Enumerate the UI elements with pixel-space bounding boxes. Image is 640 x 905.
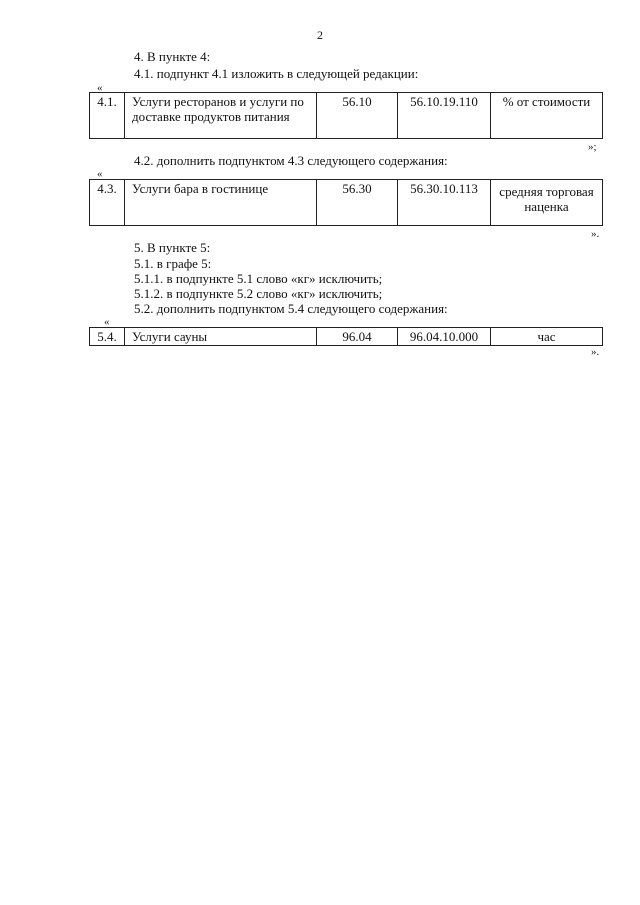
okved-code: 56.30 [317, 180, 398, 226]
subsection-5-2-text: 5.2. дополнить подпунктом 5.4 следующего содержания: [134, 301, 448, 316]
table-row [90, 328, 603, 346]
okved-code: 56.10 [317, 93, 398, 139]
close-quote: ». [591, 228, 600, 240]
close-quote: ». [591, 346, 600, 358]
subsection-4-1-text: 4.1. подпункт 4.1 изложить в следующей редакции: [134, 66, 419, 81]
item-number: 4.3. [90, 180, 125, 226]
section-4-heading: 4. В пункте 4: [134, 49, 211, 64]
subsection-5-1-2-text: 5.1.2. в подпункте 5.2 слово «кг» исключить; [134, 286, 383, 301]
table-row [90, 180, 603, 226]
open-quote: « [97, 168, 103, 180]
okpd-code: 96.04.10.000 [398, 328, 491, 346]
service-name: Услуги бара в гостинице [125, 180, 317, 226]
service-name: Услуги сауны [125, 328, 317, 346]
okpd-code: 56.30.10.113 [398, 180, 491, 226]
okved-code: 96.04 [317, 328, 398, 346]
item-number: 4.1. [90, 93, 125, 139]
okpd-code: 56.10.19.110 [398, 93, 491, 139]
close-quote: »; [588, 141, 597, 153]
section-5-heading: 5. В пункте 5: [134, 240, 211, 255]
table-4-3 [89, 179, 603, 226]
table-5-4 [89, 327, 603, 346]
subsection-5-1-1-text: 5.1.1. в подпункте 5.1 слово «кг» исключить; [134, 271, 383, 286]
unit: час [491, 328, 603, 346]
open-quote: « [97, 82, 103, 94]
subsection-4-2-text: 4.2. дополнить подпунктом 4.3 следующего содержания: [134, 153, 448, 168]
item-number: 5.4. [90, 328, 125, 346]
open-quote: « [104, 316, 110, 328]
subsection-5-1-text: 5.1. в графе 5: [134, 256, 212, 271]
unit: % от стоимости [491, 93, 603, 139]
unit: средняя торговая наценка [491, 180, 603, 226]
page-number: 2 [317, 28, 323, 42]
table-4-1 [89, 92, 603, 139]
table-row [90, 93, 603, 139]
service-name: Услуги ресторанов и услуги по доставке продуктов питания [125, 93, 317, 139]
